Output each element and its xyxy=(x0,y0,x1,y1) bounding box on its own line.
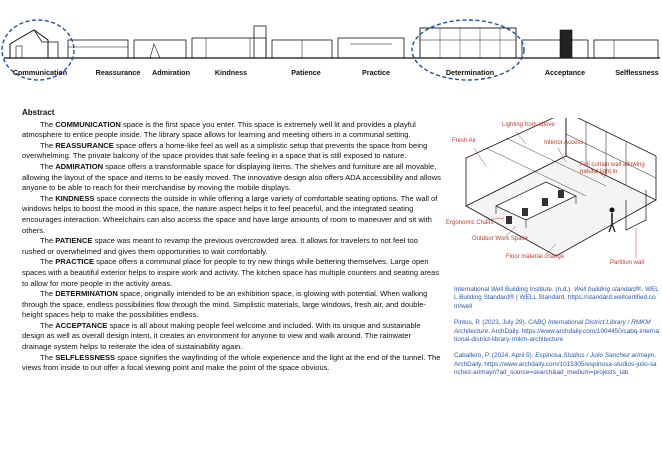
abstract-heading: Abstract xyxy=(22,108,55,117)
reference-author: Caballero, P. (2024, April 5). xyxy=(454,352,536,360)
paragraph-body: space offers a communal place for people to try new things while bettering themselves. Large open spaces with a beautiful exterior helps to inspire work and activity. The kitchen space has multiple counters and seating areas to allow for more people in the activity areas. xyxy=(22,257,440,288)
abstract-paragraph xyxy=(22,120,442,141)
paragraph-body: space was meant to revamp the previous overcrowded area. It allows for travelers to not feel too rushed or overwhelmed and gives them opportunities to wait comfortably. xyxy=(22,236,418,256)
callout-floor: Floor material change xyxy=(506,254,565,260)
callout-lighting: Lighting from above xyxy=(502,122,555,128)
abstract-section xyxy=(22,108,442,374)
abstract-paragraph xyxy=(22,353,442,374)
paragraph-term: ACCEPTANCE xyxy=(55,320,108,330)
paragraph-term: SELFLESSNESS xyxy=(55,352,116,362)
paragraph-term: DETERMINATION xyxy=(55,289,118,299)
callout-ergonomic: Ergonomic Chairs xyxy=(446,220,494,226)
paragraph-term: PATIENCE xyxy=(55,236,93,246)
abstract-paragraph xyxy=(22,194,442,236)
label-patience: Patience xyxy=(291,68,321,77)
label-acceptance: Acceptance xyxy=(544,68,586,77)
paragraph-lead: The xyxy=(40,257,56,267)
paragraph-body: space offers a transformable space for displaying items. The shelves and furniture are all movable, allowing the layout of the space and items to be easily moved. The innovative design also offers ADA accessibility and allows anyone to be able to reach for their merchandise by moving the mobile displays. xyxy=(22,161,441,193)
paragraph-term: KINDNESS xyxy=(55,193,95,203)
reference-entry xyxy=(454,286,660,311)
section-strip xyxy=(0,0,662,100)
reference-title: CABQ International District Library / RMKM Architecture xyxy=(454,319,651,335)
references xyxy=(454,286,660,386)
paragraph-lead: The xyxy=(40,236,56,246)
label-communication: Communication xyxy=(12,68,68,77)
abstract-paragraph xyxy=(22,236,442,257)
paragraph-body: space is the first space you enter. This space is extremely well lit and provides a playful atmosphere to entice people inside. The library space allows for learning and meeting others in a communal setting. xyxy=(22,119,416,140)
reference-title: Espinosa Studios / Julio Sanchez arimayn xyxy=(535,352,655,360)
paragraph-term: REASSURANCE xyxy=(55,140,114,150)
abstract-paragraphs xyxy=(22,120,442,374)
abstract-paragraph xyxy=(22,257,442,289)
paragraph-body: space, originally intended to be an exhibition space, is glowing with potential. When walking through the space, endless possibilities flow through the mind. Simplistic materials, large windows, fresh air, and double-height spaces help to make the possibilities endless. xyxy=(22,289,428,320)
reference-author: International Well Building Institute. (n.d.). xyxy=(454,286,574,293)
paragraph-lead: The xyxy=(40,352,56,362)
axonometric-diagram xyxy=(446,118,662,280)
callout-outdoor: Outdoor Work Space xyxy=(472,236,528,242)
label-kindness: Kindness xyxy=(214,68,248,77)
paragraph-lead: The xyxy=(40,289,56,299)
building-section-drawing xyxy=(0,0,662,100)
reference-entry xyxy=(454,352,660,377)
label-reassurance: Reassurance xyxy=(95,68,141,77)
reference-author: Pintos, P. (2023, July 29). xyxy=(454,319,529,327)
paragraph-body: space offers a home-like feel as well as a simplistic setup that prevents the space from being overwhelming. The private balcony of the space provides that safe feeling in a space that is still exposed to nature. xyxy=(22,140,428,161)
reference-title: Well building standard® xyxy=(573,286,642,293)
paragraph-lead: The xyxy=(40,119,56,129)
abstract-paragraph xyxy=(22,289,442,321)
paragraph-term: ADMIRATION xyxy=(55,161,104,171)
paragraph-term: PRACTICE xyxy=(55,257,95,267)
reference-link[interactable]: . ArchDaily. https://www.archdaily.com/1004450/cabq-international-district-library-rmkm-architecture xyxy=(454,327,660,344)
abstract-paragraph xyxy=(22,141,442,162)
reference-link[interactable]: . ArchDaily. https://www.archdaily.com/1015305/espinosa-studios-julio-sanchez-arimayn?ad_source=search&ad_medium=projects_tab xyxy=(454,352,657,377)
label-determination: Determination xyxy=(445,68,495,77)
callout-interior-access: Interior Access xyxy=(544,140,584,146)
callout-curtain-wall: Full curtain wall allowing natural light in xyxy=(580,162,645,175)
paragraph-body: space is all about making people feel welcome and included. With its unique and sustainable design as well as overall design intent, it creates an environment for anyone to view and walk around. The rainwater drainage system helps to reiterate the idea of sustainability again. xyxy=(22,320,421,352)
paragraph-lead: The xyxy=(40,140,56,150)
label-selflessness: Selflessness xyxy=(615,68,659,77)
reference-link[interactable]: . WELL Building Standard® | WELL Standard. https://standard.wellcertified.com/well xyxy=(454,286,659,310)
paragraph-lead: The xyxy=(40,161,56,171)
paragraph-body: space signifies the wayfinding of the whole experience and the light at the end of the tunnel. The views from inside to out offer a focal viewing point and make the point of the space obvious. xyxy=(22,352,441,373)
paragraph-lead: The xyxy=(40,193,56,203)
callout-fresh-air: Fresh Air xyxy=(452,138,477,144)
abstract-paragraph xyxy=(22,162,442,194)
label-practice: Practice xyxy=(362,68,390,77)
paragraph-body: space connects the outside in while offering a large variety of comfortable seating options. The wall of windows helps to boost the mood in this space, the nature aspect helps it to feel peaceful, and the integrated seating encourages interaction. Wheelchairs can also access the space and have large amounts of room to maneuver and sit with others. xyxy=(22,193,438,235)
paragraph-lead: The xyxy=(40,320,56,330)
label-admiration: Admiration xyxy=(152,68,190,77)
abstract-paragraph xyxy=(22,321,442,353)
callout-partition: Partition wall xyxy=(610,260,645,266)
reference-entry xyxy=(454,319,660,344)
paragraph-term: COMMUNICATION xyxy=(55,119,121,129)
